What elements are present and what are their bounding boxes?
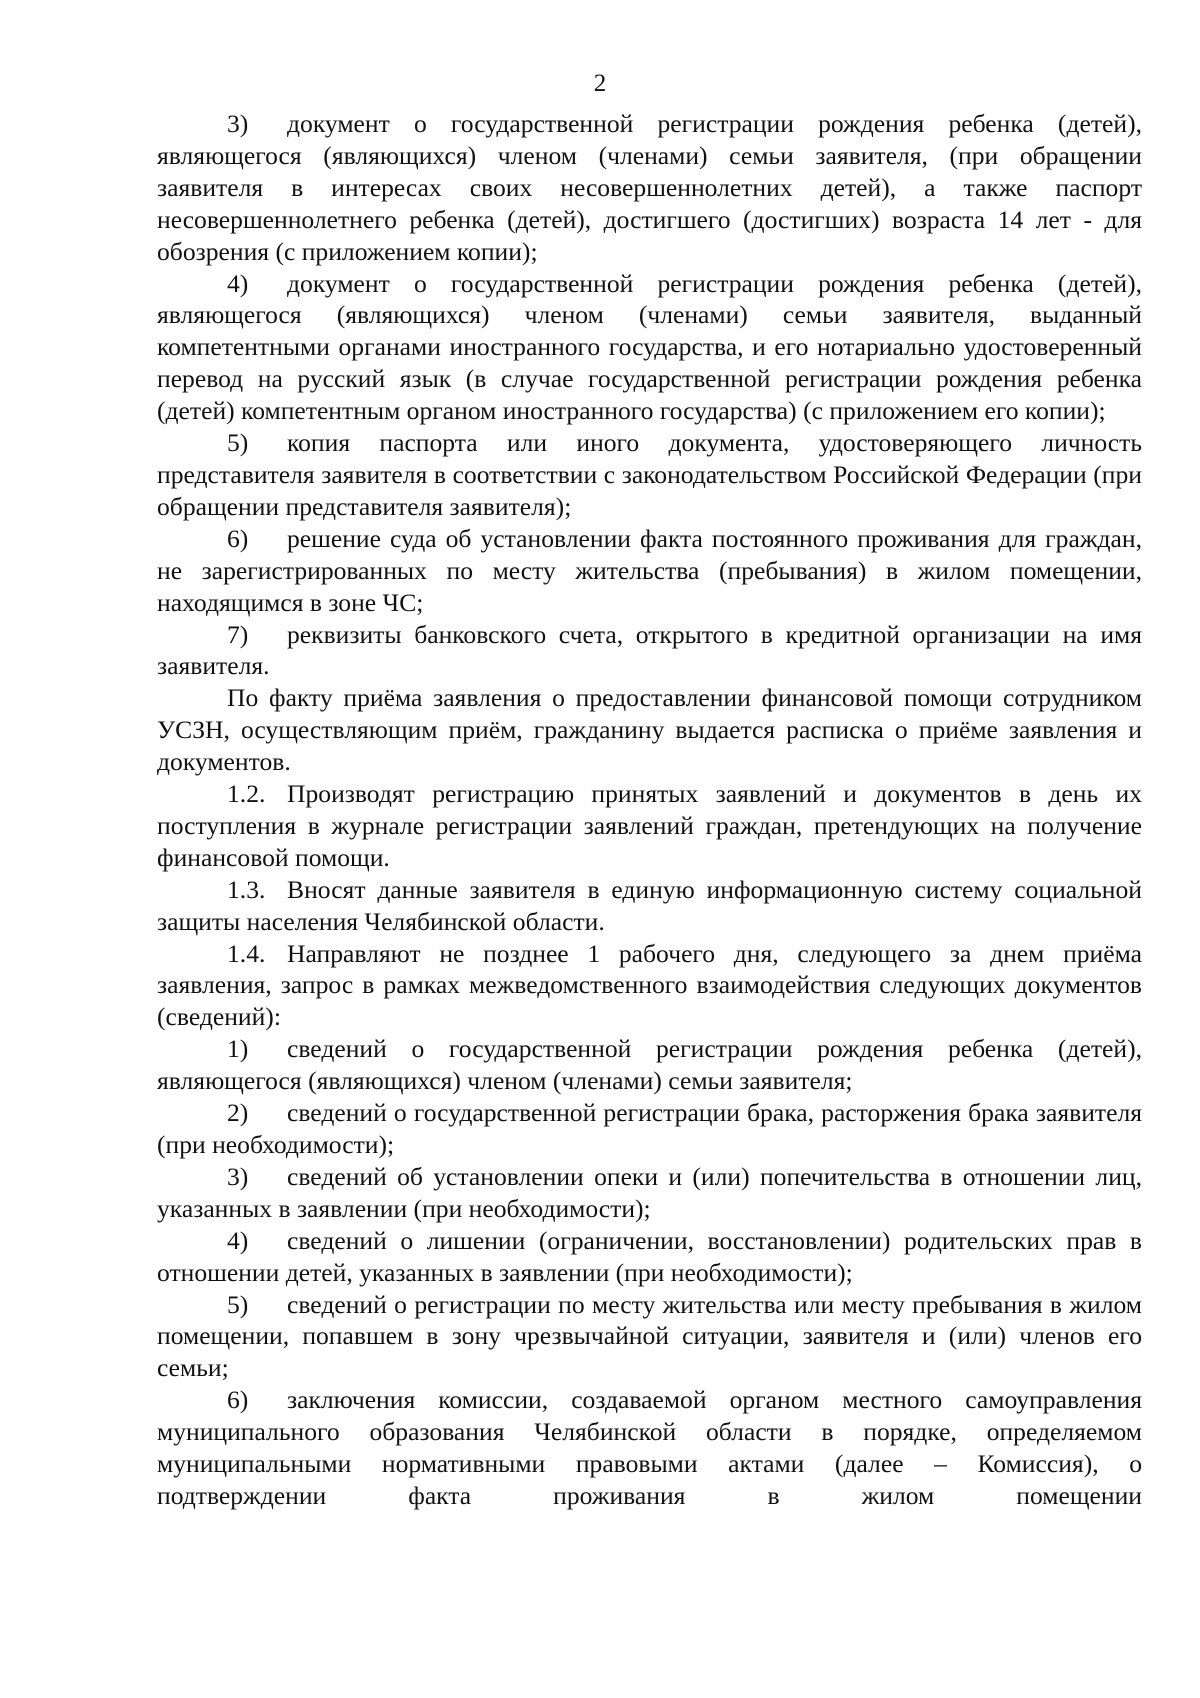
item-number: 4): [227, 1225, 249, 1255]
item-number: 1): [227, 1034, 249, 1064]
item-text: заключения комиссии, создаваемой органом местного самоуправления муниципального образования Челябинской области в порядке, определяемом муниципальными нормативными правовыми актами (далее – Комиссия), о подтверждении факта проживания в жилом помещении: [157, 1385, 1142, 1510]
list-item-info-3: [157, 1161, 1142, 1225]
item-number: 3): [227, 109, 249, 138]
item-text: сведений о государственной регистрации брака, расторжения брака заявителя (при необходимости);: [157, 1098, 1142, 1159]
section-1-2: [157, 778, 1142, 874]
item-number: 5): [227, 428, 249, 458]
section-text: Направляют не позднее 1 рабочего дня, следующего за днем приёма заявления, запрос в рамках межведомственного взаимодействия следующих документов (сведений):: [157, 938, 1142, 1032]
list-item-doc-6: [157, 523, 1142, 619]
list-item-doc-4: [157, 268, 1142, 428]
section-text: Производят регистрацию принятых заявлений и документов в день их поступления в журнале регистрации заявлений граждан, претендующих на получение финансовой помощи.: [157, 779, 1142, 872]
item-number: 6): [227, 523, 249, 553]
list-item-info-1: [157, 1033, 1142, 1097]
item-text: сведений о регистрации по месту жительства или месту пребывания в жилом помещении, попавшем в зону чрезвычайной ситуации, заявителя и (или) членов его семьи;: [157, 1289, 1142, 1383]
list-item-doc-7: [157, 619, 1142, 683]
item-number: 3): [227, 1161, 249, 1191]
section-number: 1.2.: [227, 779, 266, 809]
item-number: 2): [227, 1098, 249, 1128]
item-text: сведений об установлении опеки и (или) попечительства в отношении лиц, указанных в заявлении (при необходимости);: [157, 1161, 1142, 1223]
section-text: Вносят данные заявителя в единую информационную систему социальной защиты населения Челябинской области.: [157, 874, 1142, 936]
list-item-doc-3: [157, 108, 1142, 268]
paragraph-text: По факту приёма заявления о предоставлении финансовой помощи сотрудником УСЗН, осуществляющим приём, гражданину выдается расписка о приёме заявления и документов.: [157, 683, 1142, 777]
receipt-paragraph: [157, 682, 1142, 778]
list-item-info-6: [157, 1384, 1142, 1512]
item-text: сведений о лишении (ограничении, восстановлении) родительских прав в отношении детей, указанных в заявлении (при необходимости);: [157, 1225, 1142, 1287]
item-number: 4): [227, 268, 249, 298]
item-text: документ о государственной регистрации рождения ребенка (детей), являющегося (являющихся) членом (членами) семьи заявителя, (при обращении заявителя в интересах своих несовершеннолетних детей), а также паспорт несовершеннолетнего ребенка (детей), достигшего (достигших) возраста 14 лет - для обозрения (с приложением копии);: [157, 109, 1142, 266]
list-item-doc-5: [157, 427, 1142, 523]
item-text: сведений о государственной регистрации рождения ребенка (детей), являющегося (являющихся) членом (членами) семьи заявителя;: [157, 1034, 1142, 1096]
item-number: 6): [227, 1385, 249, 1415]
document-body: [157, 108, 1142, 1512]
item-number: 5): [227, 1289, 249, 1319]
item-text: документ о государственной регистрации рождения ребенка (детей), являющегося (являющихся) членом (членами) семьи заявителя, выданный компетентными органами иностранного государства, и его нотариально удостоверенный перевод на русский язык (в случае государственной регистрации рождения ребенка (детей) компетентным органом иностранного государства) (с приложением его копии);: [157, 268, 1142, 426]
item-text: копия паспорта или иного документа, удостоверяющего личность представителя заявителя в соответствии с законодательством Российской Федерации (при обращении представителя заявителя);: [157, 428, 1142, 521]
list-item-info-4: [157, 1225, 1142, 1289]
list-item-info-5: [157, 1289, 1142, 1385]
item-number: 7): [227, 619, 249, 649]
item-text: решение суда об установлении факта постоянного проживания для граждан, не зарегистрированных по месту жительства (пребывания) в жилом помещении, находящимся в зоне ЧС;: [157, 523, 1142, 617]
section-number: 1.4.: [227, 938, 266, 968]
item-text: реквизиты банковского счета, открытого в кредитной организации на имя заявителя.: [157, 619, 1142, 681]
page-number: 2: [593, 70, 607, 97]
section-number: 1.3.: [227, 874, 266, 904]
section-1-4: [157, 938, 1142, 1034]
list-item-info-2: [157, 1097, 1142, 1161]
section-1-3: [157, 874, 1142, 938]
